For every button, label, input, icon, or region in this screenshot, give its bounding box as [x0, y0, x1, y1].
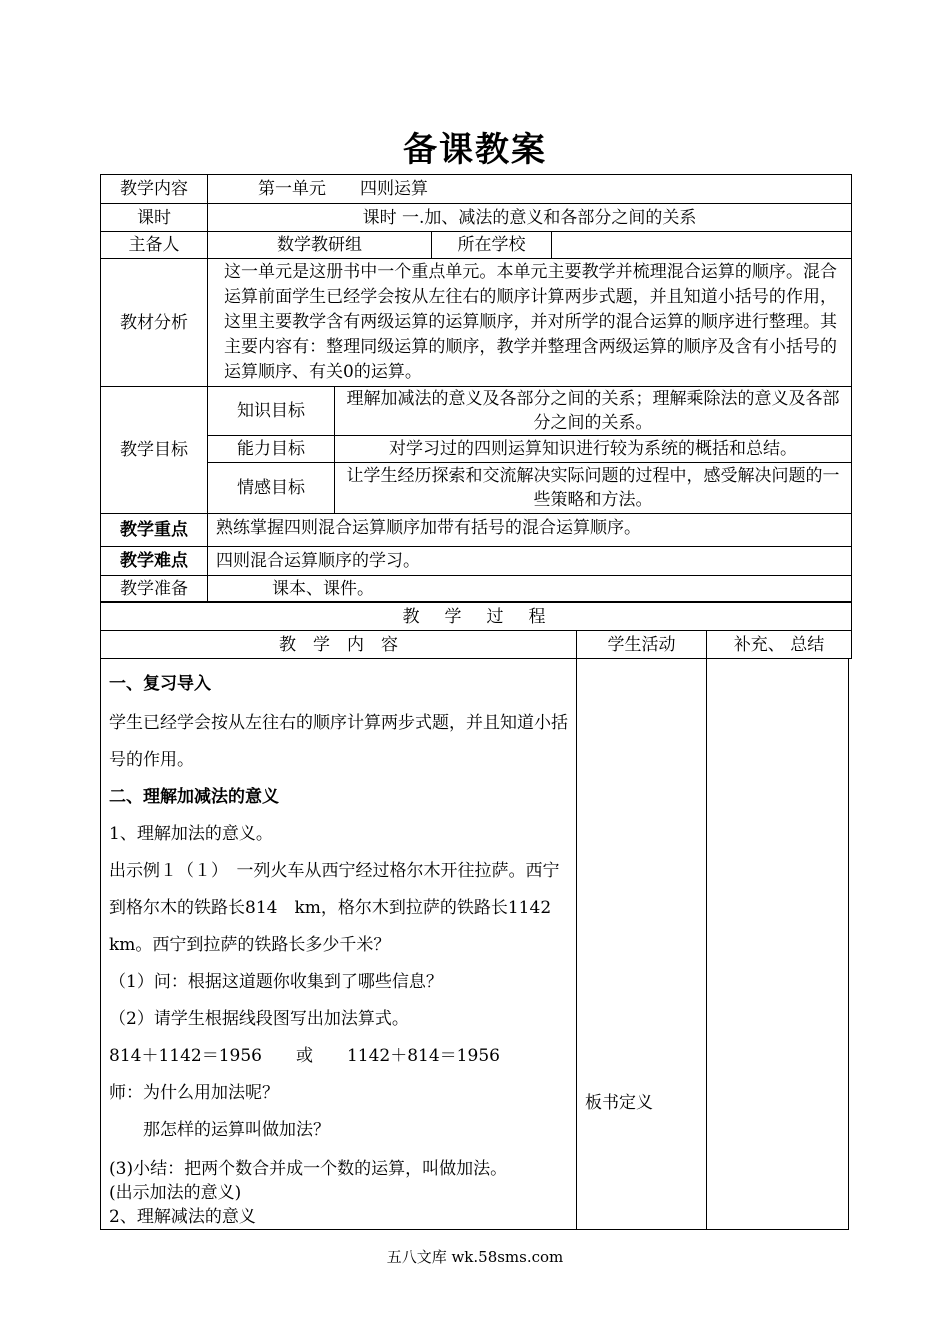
goal-knowledge-text: 理解加减法的意义及各部分之间的关系；理解乘除法的意义及各部分之间的关系。: [335, 387, 852, 436]
col-activity-header: 学生活动: [577, 631, 707, 659]
goals-label: 教学目标: [101, 387, 208, 514]
preparer-label: 主备人: [101, 232, 208, 259]
footer-text: 五八文库 wk.58sms.com: [386, 1248, 564, 1266]
summary-note: (出示加法的意义): [109, 1183, 242, 1203]
content-label: 教学内容: [101, 175, 208, 204]
school-label: 所在学校: [432, 232, 552, 259]
process-body-table: [100, 658, 849, 1230]
lesson-value: 课时 一.加、减法的意义和各部分之间的关系: [208, 204, 852, 232]
key-text: 熟练掌握四则混合运算顺序加带有括号的混合运算顺序。: [208, 514, 852, 547]
section-meaning-heading: 二、理解加减法的意义: [109, 787, 279, 807]
prep-label: 教学准备: [101, 576, 208, 602]
example-text: 出示例１（１） 一列火车从西宁经过格尔木开往拉萨。西宁到格尔木的铁路长814 km，格尔木到拉萨的铁路长1142 km。西宁到拉萨的铁路长多少千米？: [109, 861, 569, 955]
question-1: （1）问：根据这道题你收集到了哪些信息？: [109, 972, 443, 992]
teacher-question: 师：为什么用加法呢？: [109, 1083, 279, 1103]
analysis-text: 这一单元是这册书中一个重点单元。本单元主要教学并梳理混合运算的顺序。混合运算前面学生已经学会按从左往右的顺序计算两步式题，并且知道小括号的作用，这里主要教学含有两级运算的运算顺序，并对所学的混合运算的顺序进行整理。其主要内容有：整理同级运算的顺序，教学并整理含两级运算的顺序及含有小括号的运算顺序、有关0的运算。: [208, 259, 852, 387]
lesson-label: 课时: [101, 204, 208, 232]
goal-emotion-label: 情感目标: [208, 463, 335, 514]
col-content-header: 教 学 内 容: [101, 631, 577, 659]
subtraction-meaning-item: 2、理解减法的意义: [109, 1207, 256, 1227]
preparer-value: 数学教研组: [208, 232, 432, 259]
teacher-question-2: 那怎样的运算叫做加法？: [143, 1120, 330, 1140]
summary-cell: [707, 659, 849, 1230]
addition-meaning-item: 1、理解加法的意义。: [109, 824, 273, 844]
lesson-info-table: [100, 174, 852, 602]
addition-formula: 814＋1142＝1956 或 1142＋814＝1956: [109, 1046, 500, 1066]
question-2: （2）请学生根据线段图写出加法算式。: [109, 1009, 409, 1029]
prep-text: 课本、课件。: [208, 576, 852, 602]
page-title: 备课教案: [403, 130, 547, 170]
section-review-heading: 一、复习导入: [109, 674, 211, 694]
summary-text: (3)小结：把两个数合并成一个数的运算，叫做加法。: [109, 1159, 508, 1179]
student-activity-cell: [577, 659, 707, 1230]
teaching-content-cell: [101, 659, 577, 1230]
section-review-text: 学生已经学会按从左往右的顺序计算两步式题，并且知道小括号的作用。: [109, 713, 568, 770]
goal-ability-label: 能力目标: [208, 436, 335, 463]
goal-ability-text: 对学习过的四则运算知识进行较为系统的概括和总结。: [335, 436, 852, 463]
process-title: 教 学 过 程: [101, 603, 852, 631]
key-label: 教学重点: [101, 514, 208, 547]
activity-note: 板书定义: [585, 1093, 653, 1113]
analysis-label: 教材分析: [101, 259, 208, 387]
goal-knowledge-label: 知识目标: [208, 387, 335, 436]
difficulty-label: 教学难点: [101, 547, 208, 576]
goal-emotion-text: 让学生经历探索和交流解决实际问题的过程中，感受解决问题的一些策略和方法。: [335, 463, 852, 514]
process-header-table: [100, 602, 852, 659]
content-value: 第一单元 四则运算: [208, 175, 852, 204]
col-summary-header: 补充、 总结: [707, 631, 852, 659]
difficulty-text: 四则混合运算顺序的学习。: [208, 547, 852, 576]
school-value: [552, 232, 852, 259]
